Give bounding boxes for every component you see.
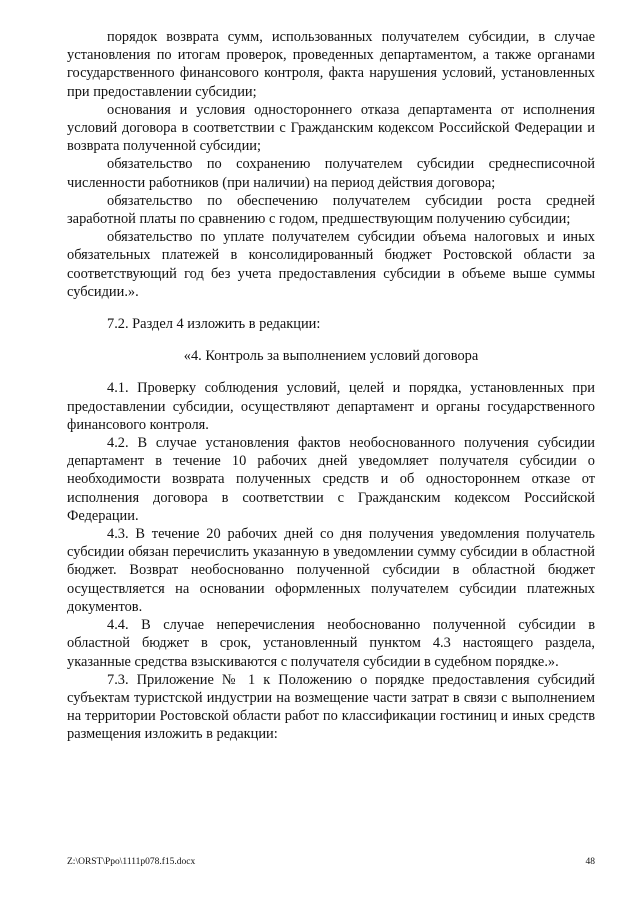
paragraph-item-7-2: 7.2. Раздел 4 изложить в редакции: (107, 316, 321, 333)
document-body (67, 28, 595, 744)
paragraph-salary-obligation: обязательство по обеспечению получателем субсидии роста средней заработной платы по сравнению с годом, предшествующим получению субсидии; (67, 192, 595, 228)
footer-file-path: Z:\ORST\Ppo\1111p078.f15.docx (67, 857, 196, 867)
spacer (67, 333, 595, 347)
spacer (67, 301, 595, 315)
paragraph-tax-obligation: обязательство по уплате получателем субсидии объема налоговых и иных обязательных платежей в консолидированный бюджет Ростовской области за соответствующий год без учета предоставления субсидии в объеме выше суммы субсидии.». (67, 229, 595, 300)
paragraph-item-7-3: 7.3. Приложение № 1 к Положению о порядке предоставления субсидий субъектам туристской индустрии на возмещение части затрат в связи с выполнением на территории Ростовской области работ по классификации гостиниц и иных средств размещения изложить в редакции: (67, 671, 595, 743)
paragraph-4-3: 4.3. В течение 20 рабочих дней со дня получения уведомления получатель субсидии обязан перечислить указанную в уведомлении сумму субсидии в областной бюджет. Возврат необоснованно полученной субсидии в областной бюджет осуществляется на основании оформленных получателем субсидии платежных документов. (67, 526, 595, 615)
paragraph-4-2: 4.2. В случае установления фактов необоснованного получения субсидии департамент в течение 10 рабочих дней уведомляет получателя субсидии о необходимости возврата полученных средств и об одностороннем отказе от исполнения договора в соответствии с Гражданским кодексом Российской Федерации. (67, 435, 595, 524)
paragraph-headcount-obligation: обязательство по сохранению получателем субсидии среднесписочной численности работников (при наличии) на период действия договора; (67, 156, 595, 191)
spacer (67, 365, 595, 379)
paragraph-refusal-grounds: основания и условия одностороннего отказа департамента от исполнения условий договора в соответствии с Гражданским кодексом Российской Федерации и возврата полученной субсидии; (67, 101, 595, 155)
page-number: 48 (585, 857, 595, 867)
section-heading: «4. Контроль за выполнением условий договора (183, 348, 479, 365)
paragraph-4-1: 4.1. Проверку соблюдения условий, целей и порядка, установленных при предоставлении субсидии, осуществляют департамент и органы государственного финансового контроля. (67, 380, 595, 433)
paragraph-return-procedure: порядок возврата сумм, использованных получателем субсидии, в случае установления по итогам проверок, проведенных департаментом, а также органами государственного финансового контроля, факта нарушения условий, установленных при предоставлении субсидии; (67, 29, 595, 100)
paragraph-4-4: 4.4. В случае неперечисления необоснованно полученной субсидии в областной бюджет в срок, установленный пунктом 4.3 настоящего раздела, указанные средства взыскиваются с получателя субсидии в судебном порядке.». (67, 617, 595, 670)
